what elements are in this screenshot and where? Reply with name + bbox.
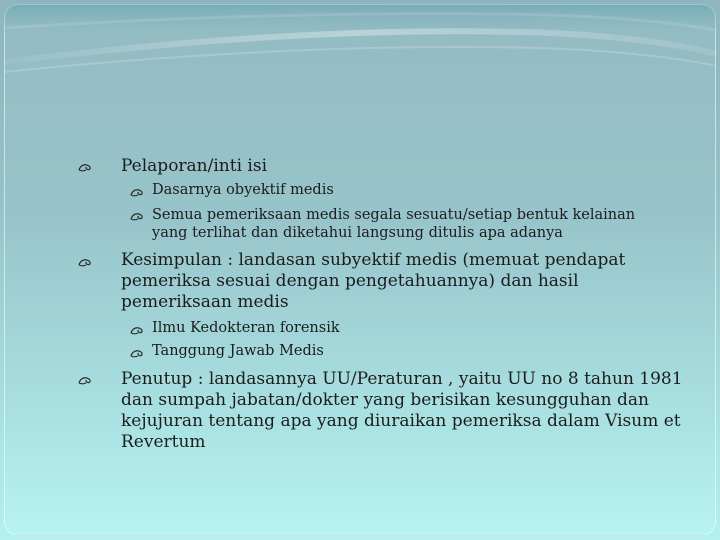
scroll-bullet-icon [130,188,144,196]
scroll-bullet-icon [78,258,92,266]
sub-bullet-text: Dasarnya obyektif medis [152,182,334,198]
bullet-text: Kesimpulan : landasan subyektif medis (memuat pendapat pemeriksa sesuai dengan pengetahuannya) dan hasil pemeriksaan medis [121,250,626,312]
scroll-bullet-icon [130,349,144,357]
sub-bullet-text: Ilmu Kedokteran forensik [152,320,340,336]
scroll-bullet-icon [78,376,92,384]
sub-bullet-text: Tanggung Jawab Medis [152,343,324,359]
scroll-bullet-icon [130,326,144,334]
sub-bullet-text: Semua pemeriksaan medis segala sesuatu/setiap bentuk kelainan yang terlihat dan diketahui langsung ditulis apa adanya [152,207,636,241]
bullet-text: Penutup : landasannya UU/Peraturan , yaitu UU no 8 tahun 1981 dan sumpah jabatan/dokter yang berisikan kesungguhan dan kejujuran tentang apa yang diuraikan pemeriksa dalam Visum et Revertum [121,369,683,452]
bullet-text: Pelaporan/inti isi [121,156,268,176]
scroll-bullet-icon [130,212,144,220]
scroll-bullet-icon [78,163,92,171]
